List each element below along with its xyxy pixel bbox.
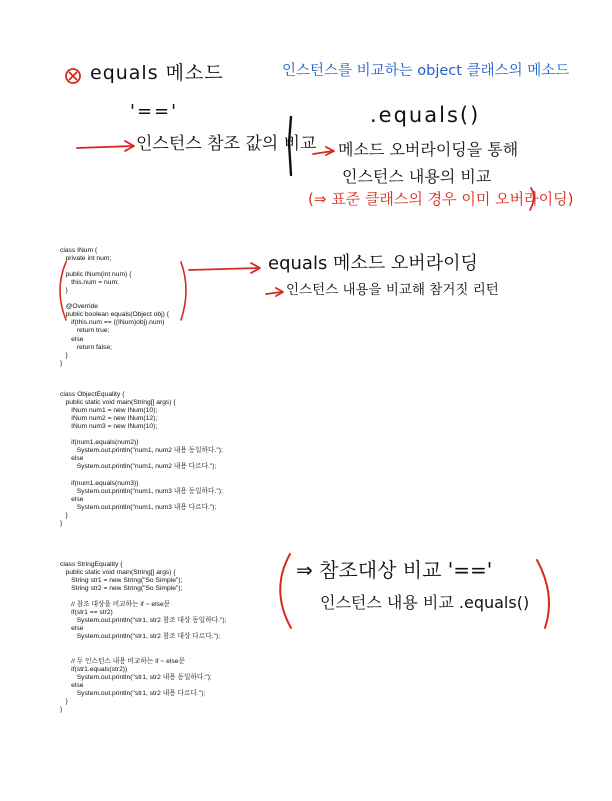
code-line: else: [60, 335, 84, 343]
operator-description-note: 인스턴스 참조 값의 비교: [136, 134, 317, 154]
code-line: public static void main(String[] args) {: [60, 399, 176, 407]
compare-content-note: 인스턴스 내용 비교 .equals(): [320, 593, 530, 612]
code-line: this.num = num;: [60, 279, 119, 287]
code-line: System.out.println("str1, str2 내용 동일하다.");: [60, 673, 212, 681]
code-line: String str1 = new String("So Simple");: [60, 577, 183, 585]
code-line: else: [60, 681, 84, 689]
code-line: }: [60, 351, 68, 359]
code-line: }: [60, 287, 68, 295]
code-line: class INum {: [60, 247, 98, 254]
title-note: equals 메소드: [90, 62, 224, 84]
inum-class-code: [60, 247, 169, 368]
code-line: [60, 263, 169, 271]
code-line: System.out.println("num1, num3 내용 다르다.");: [60, 503, 217, 511]
code-line: System.out.println("num1, num2 내용 다르다.");: [60, 463, 217, 471]
code-line: }: [60, 697, 68, 705]
code-line: System.out.println("num1, num3 내용 동일하다.");: [60, 487, 223, 495]
code-line: if(str1.equals(str2)): [60, 665, 128, 673]
code-line: }: [60, 511, 68, 519]
code-line: public boolean equals(Object obj) {: [60, 311, 169, 319]
code-line: // 참조 대상을 비교하는 if ~ else문: [60, 601, 171, 609]
code-line: if(this.num == ((INum)obj).num): [60, 319, 165, 327]
method-footnote: (⇒ 표준 클래스의 경우 이미 오버라이딩): [308, 190, 574, 208]
title-description-note: 인스턴스를 비교하는 object 클래스의 메소드: [282, 63, 570, 79]
method-note: .equals(): [370, 103, 481, 127]
arrow-override-desc-icon: [266, 288, 283, 296]
code-line: [60, 471, 223, 479]
code-line: class StringEquality {: [60, 561, 123, 568]
code-line: public static void main(String[] args) {: [60, 569, 176, 577]
code-line: else: [60, 495, 84, 503]
code-line: INum num1 = new INum(10);: [60, 407, 158, 415]
arrow-operator-icon: [77, 141, 134, 151]
code-line: class ObjectEquality {: [60, 391, 125, 398]
code-line: }: [60, 519, 63, 527]
code-line: if(num1.equals(num3)): [60, 479, 139, 487]
code-line: else: [60, 455, 84, 463]
code-line: private int num;: [60, 255, 112, 263]
code-line: if(num1.equals(num2)): [60, 439, 139, 447]
object-equality-code: [60, 391, 223, 528]
method-description-1: 메소드 오버라이딩을 통해: [338, 140, 519, 159]
code-line: System.out.println("num1, num2 내용 동일하다.");: [60, 447, 223, 455]
method-description-2: 인스턴스 내용의 비교: [342, 167, 492, 186]
code-line: return true;: [60, 327, 110, 335]
code-line: // 두 인스턴스 내용 비교하는 if ~ else문: [60, 657, 185, 665]
code-line: INum num3 = new INum(10);: [60, 423, 158, 431]
code-line: [60, 650, 226, 658]
code-line: INum num2 = new INum(12);: [60, 415, 158, 423]
code-line: public INum(int num) {: [60, 271, 132, 279]
code-line: else: [60, 625, 84, 633]
code-line: System.out.println("str1, str2 참조 대상 동일하다.");: [60, 617, 227, 625]
code-line: }: [60, 705, 63, 713]
compare-reference-note: ⇒ 참조대상 비교 '==': [296, 558, 493, 582]
code-line: [60, 295, 169, 303]
red-x-bullet-icon: [66, 69, 80, 83]
code-line: }: [60, 359, 63, 367]
code-line: String str2 = new String("So Simple");: [60, 585, 183, 593]
override-title-note: equals 메소드 오버라이딩: [268, 253, 478, 274]
code-line: return false;: [60, 343, 113, 351]
override-description-note: 인스턴스 내용을 비교해 참거짓 리턴: [286, 282, 499, 298]
code-line: if(str1 == str2): [60, 609, 113, 617]
code-line: [60, 641, 226, 649]
code-line: System.out.println("str1, str2 내용 다르다.");: [60, 689, 206, 697]
string-equality-code: [60, 561, 226, 714]
code-line: [60, 431, 223, 439]
operator-note: '==': [130, 101, 179, 122]
code-line: System.out.println("str1, str2 참조 대상 다르다.");: [60, 633, 220, 641]
arrow-override-icon: [189, 263, 260, 273]
code-line: @Override: [60, 303, 99, 311]
